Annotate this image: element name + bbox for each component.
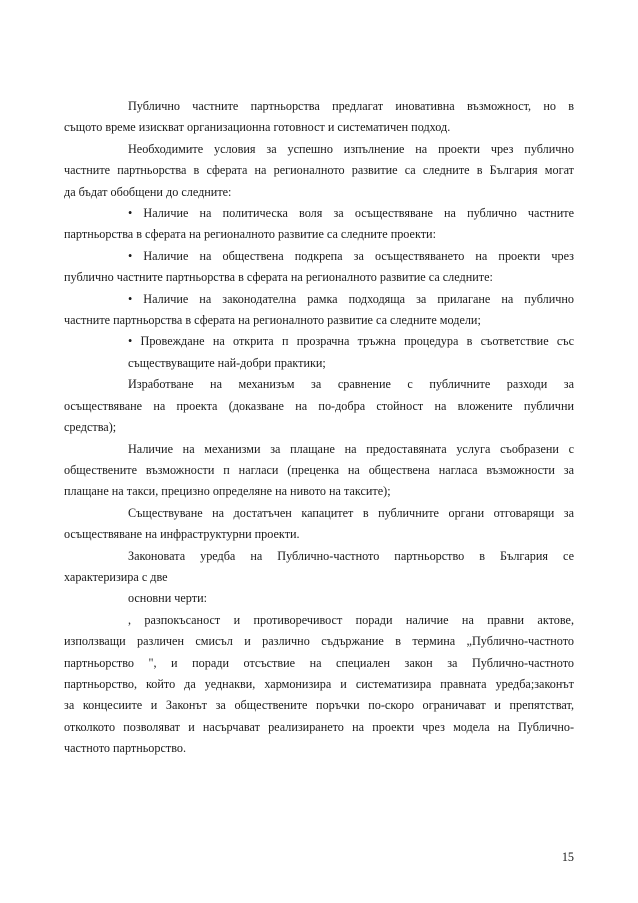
paragraph-8-line-0: Съществуване на достатъчен капацитет в публичните органи отговарящи за xyxy=(128,505,574,520)
paragraph-0-line-1: същото време изискват организационна готовност и систематичен подход. xyxy=(64,120,451,135)
paragraph-3-line-1: публично частните партньорства в сферата на регионалното развитие са следните: xyxy=(64,270,493,285)
paragraph-7-line-0: Наличие на механизми за плащане на предоставяната услуга съобразени с xyxy=(128,441,574,456)
paragraph-9-line-1: характеризира с две xyxy=(64,569,168,584)
paragraph-6-line-1: осъществяване на проекта (доказване на по-добра стойност на вложените публични xyxy=(64,398,574,413)
paragraph-6-line-2: средства); xyxy=(64,420,117,435)
paragraph-6-line-0: Изработване на механизъм за сравнение с публичните разходи за xyxy=(128,377,574,392)
paragraph-11-line-2: партньорство ", и поради отсъствие на специален закон за Публично-частното xyxy=(64,655,574,670)
paragraph-7-line-1: обществените възможности п нагласи (преценка на обществена нагласа възможности за xyxy=(64,462,574,477)
paragraph-1-line-0: Необходимите условия за успешно изпълнение на проекти чрез публично xyxy=(128,141,574,156)
paragraph-1-line-2: да бъдат обобщени до следните: xyxy=(64,184,232,199)
paragraph-11-line-1: използващи различен смисъл и различно съдържание в термина „Публично-частното xyxy=(64,634,574,649)
paragraph-11-line-6: частното партньорство. xyxy=(64,741,187,756)
paragraph-8-line-1: осъществяване на инфраструктурни проекти. xyxy=(64,527,300,542)
paragraph-9-line-0: Законовата уредба на Публично-частното партньорство в България се xyxy=(128,548,574,563)
paragraph-11-line-5: отколкото позволяват и насърчават реализирането на проекти чрез модела на Публично- xyxy=(64,719,574,734)
paragraph-11-line-0: , разпокъсаност и противоречивост поради наличие на правни актове, xyxy=(128,612,574,627)
paragraph-0-line-0: Публично частните партньорства предлагат иновативна възможност, но в xyxy=(128,99,574,113)
paragraph-5-line-1: съществуващите най-добри практики; xyxy=(128,355,326,370)
paragraph-2-line-0: • Наличие на политическа воля за осъществяване на публично частните xyxy=(128,206,574,221)
paragraph-11-line-3: партньорство, който да уеднакви, хармонизира и систематизира правната уредба;законът xyxy=(64,676,574,691)
page-number: 15 xyxy=(561,850,574,864)
document-body xyxy=(64,96,574,760)
paragraph-1-line-1: частните партньорства в сферата на регионалното развитие са следните в България могат xyxy=(64,163,574,178)
paragraph-11-line-4: за концесиите и Законът за обществените поръчки по-скоро ограничават и препятстват, xyxy=(64,698,574,713)
paragraph-2-line-1: партньорства в сферата на регионалното развитие са следните проекти: xyxy=(64,227,436,242)
paragraph-5-line-0: • Провеждане на открита п прозрачна тръжна процедура в съответствие със xyxy=(128,334,574,349)
paragraph-3-line-0: • Наличие на обществена подкрепа за осъществяването на проекти чрез xyxy=(128,248,574,263)
paragraph-4-line-0: • Наличие на законодателна рамка подходяща за прилагане на публично xyxy=(128,291,574,306)
paragraph-10-line-0: основни черти: xyxy=(128,591,207,606)
paragraph-7-line-2: плащане на такси, прецизно определяне на нивото на таксите); xyxy=(64,484,391,499)
paragraph-4-line-1: частните партньорства в сферата на регионалното развитие са следните модели; xyxy=(64,313,481,328)
